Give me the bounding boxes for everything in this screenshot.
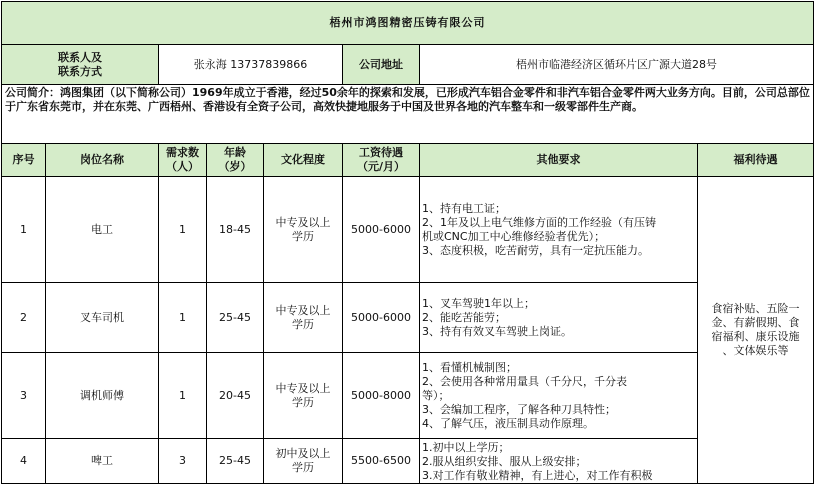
row-count: 1 (159, 177, 207, 283)
req-line: 2、1年及以上电气维修方面的工作经验（有压铸 (422, 215, 656, 229)
row-requirements (420, 353, 698, 439)
row-salary: 5000-6000 (343, 283, 420, 353)
req-line: 3、会编加工程序，了解各种刀具特性； (422, 402, 616, 416)
req-line: 1、看懂机械制图； (422, 360, 517, 374)
header-requirements: 其他要求 (420, 144, 698, 177)
row-no: 4 (2, 439, 46, 484)
row-count: 3 (159, 439, 207, 484)
welfare-line2: 金、有薪假期、食 (711, 316, 800, 329)
row-age: 25-45 (207, 439, 264, 484)
row-position: 叉车司机 (46, 283, 159, 353)
row-salary: 5000-6000 (343, 177, 420, 283)
header-salary-line2: （元/月） (356, 160, 406, 173)
row-count: 1 (159, 353, 207, 439)
header-education: 文化程度 (264, 144, 343, 177)
row-education-line2: 学历 (292, 229, 314, 243)
row-age: 25-45 (207, 283, 264, 353)
row-no: 2 (2, 283, 46, 353)
req-line: 1.初中以上学历； (422, 441, 510, 454)
row-salary: 5000-8000 (343, 353, 420, 439)
header-count-line1: 需求数 (166, 146, 199, 159)
row-education-line2: 学历 (292, 395, 314, 409)
row-education-line2: 学历 (292, 317, 314, 331)
row-requirements (420, 283, 698, 353)
row-requirements (420, 439, 698, 484)
header-position: 岗位名称 (46, 144, 159, 177)
contact-value: 张永海 13737839866 (159, 45, 343, 85)
row-education-line1: 中专及以上 (275, 381, 331, 395)
header-welfare: 福利待遇 (698, 144, 814, 177)
welfare-line1: 食宿补贴、五险一 (711, 302, 800, 315)
row-no: 3 (2, 353, 46, 439)
address-value: 梧州市临港经济区循环片区广源大道28号 (420, 45, 814, 85)
header-age-line1: 年龄 (224, 146, 246, 159)
row-education-line1: 中专及以上 (275, 215, 331, 229)
row-age: 18-45 (207, 177, 264, 283)
row-education-line2: 学历 (292, 461, 314, 474)
row-age: 20-45 (207, 353, 264, 439)
header-age-line2: （岁） (218, 160, 252, 173)
row-education-line1: 初中及以上 (275, 447, 331, 460)
req-line: 3、态度积极，吃苦耐劳，具有一定抗压能力。 (422, 243, 649, 257)
req-line: 3、持有有效叉车驾驶上岗证。 (422, 324, 572, 338)
header-age (207, 144, 264, 177)
contact-label-line2: 联系方式 (58, 64, 102, 78)
row-count: 1 (159, 283, 207, 353)
row-position: 调机师傅 (46, 353, 159, 439)
row-education (264, 439, 343, 484)
req-line: 4、了解气压，液压制具动作原理。 (422, 416, 594, 430)
table-row (2, 353, 814, 439)
row-requirements (420, 177, 698, 283)
header-no: 序号 (2, 144, 46, 177)
contact-label (2, 45, 159, 85)
company-intro: 公司简介：鸿图集团（以下简称公司）1969年成立于香港，经过50余年的探索和发展，已形成汽车铝合金零件和非汽车铝合金零件两大业务方向。目前，公司总部位于广东省东莞市，并在东莞、广西梧州、香港设有全资子公司，高效快捷地服务于中国及世界各地的汽车整车和一级零部件生产商。 (2, 85, 814, 144)
req-line: 2、能吃苦能劳； (422, 310, 506, 324)
table-row (2, 177, 814, 283)
row-position: 啤工 (46, 439, 159, 484)
req-line: 机或CNC加工中心维修经验者优先）； (422, 229, 606, 243)
table-row (2, 283, 814, 353)
welfare-line3: 宿福利、康乐设施 (711, 330, 800, 343)
req-line: 3.对工作有敬业精神，有上进心，对工作有积极 (422, 469, 653, 482)
row-position: 电工 (46, 177, 159, 283)
company-title: 梧州市鸿图精密压铸有限公司 (2, 2, 814, 45)
recruitment-table (1, 1, 814, 484)
address-label: 公司地址 (343, 45, 420, 85)
req-line: 2.服从组织安排、服从上级安排； (422, 455, 587, 468)
welfare-value (698, 177, 814, 484)
row-no: 1 (2, 177, 46, 283)
row-salary: 5500-6500 (343, 439, 420, 484)
header-salary-line1: 工资待遇 (359, 146, 403, 159)
contact-label-line1: 联系人及 (58, 50, 102, 64)
table-row (2, 439, 814, 484)
row-education (264, 283, 343, 353)
req-line: 2、会使用各种常用量具（千分尺，千分表 (422, 374, 627, 388)
welfare-line4: 、文体娱乐等 (722, 344, 789, 357)
header-salary (343, 144, 420, 177)
req-line: 1、叉车驾驶1年以上； (422, 296, 535, 310)
row-education (264, 353, 343, 439)
req-line: 等）； (422, 388, 450, 402)
header-count (159, 144, 207, 177)
row-education (264, 177, 343, 283)
req-line: 1、持有电工证； (422, 201, 506, 215)
header-count-line2: （人） (166, 160, 199, 173)
row-education-line1: 中专及以上 (275, 303, 331, 317)
